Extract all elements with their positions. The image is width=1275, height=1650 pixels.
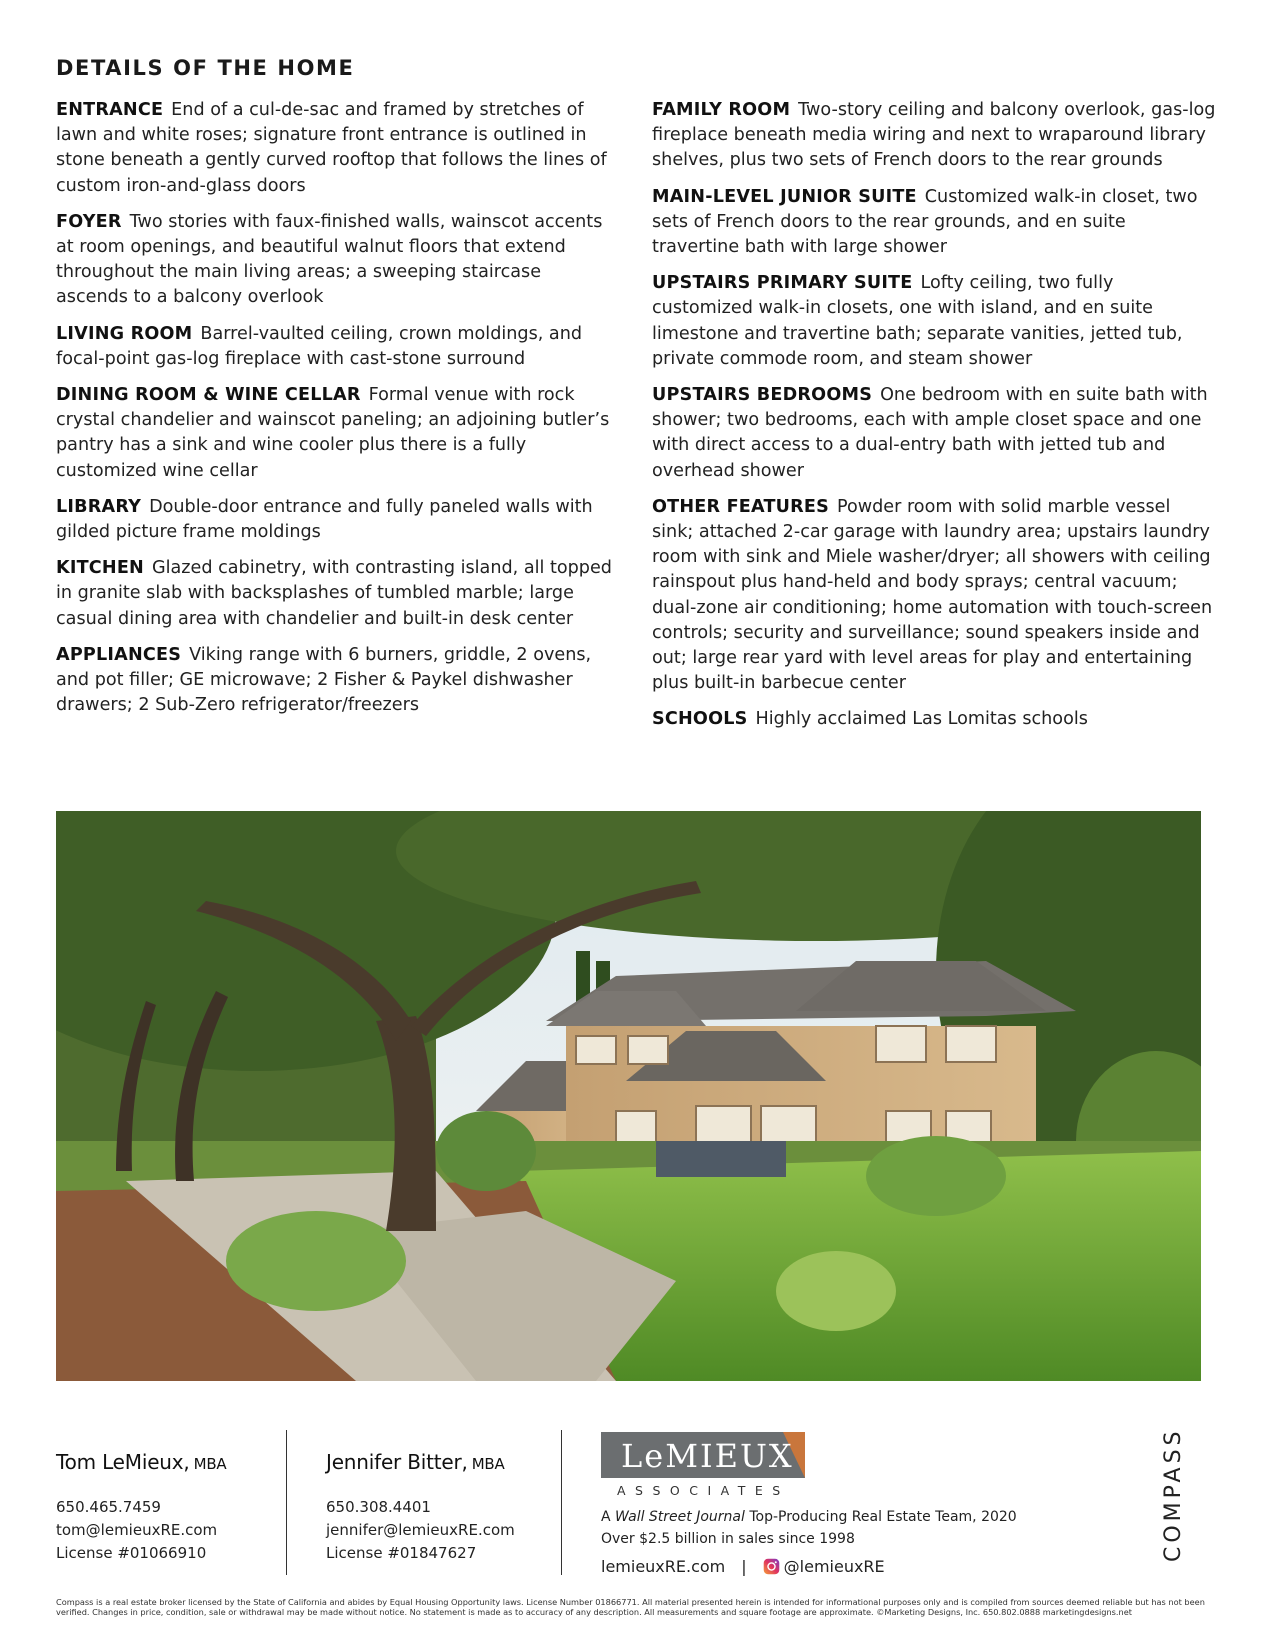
feature-label: MAIN-LEVEL JUNIOR SUITE [652, 186, 917, 207]
feature-foyer [56, 210, 616, 311]
feature-dining-room [56, 383, 616, 484]
agent-license: License #01847627 [326, 1544, 477, 1562]
feature-label: ENTRANCE [56, 100, 164, 120]
feature-text: Two stories with faux-finished walls, wainscot accents at room openings, and beautiful walnut floors that extend throughout the main living areas; a sweeping staircase ascends to a balcony overlook [56, 211, 603, 308]
feature-label: FOYER [56, 211, 122, 232]
feature-label: DINING ROOM & WINE CELLAR [56, 385, 361, 406]
agent-phone[interactable]: 650.308.4401 [326, 1498, 431, 1516]
feature-schools [652, 707, 1217, 732]
agent-name-text: Tom LeMieux, [56, 1450, 190, 1474]
feature-text: Glazed cabinetry, with contrasting island, all topped in granite slab with backsplashes of tumbled marble; large casual dining area with chandelier and built-in desk center [56, 558, 612, 629]
feature-label: APPLIANCES [56, 644, 182, 665]
feature-living-room [56, 322, 616, 372]
feature-text: Highly acclaimed Las Lomitas schools [755, 709, 1088, 730]
feature-text: Viking range with 6 burners, griddle, 2 ovens, and pot filler; GE microwave; 2 Fisher & Paykel dishwasher drawers; 2 Sub-Zero refrigerator/freezers [56, 644, 592, 716]
page-title: DETAILS OF THE HOME [56, 56, 355, 80]
agent-phone[interactable]: 650.465.7459 [56, 1498, 161, 1516]
brand-contact-row [601, 1557, 885, 1576]
feature-text: Customized walk-in closet, two sets of French doors to the rear grounds, and en suite travertine bath with large shower [652, 186, 1198, 258]
agent-credential: MBA [193, 1455, 227, 1473]
agent-email[interactable]: tom@lemieuxRE.com [56, 1521, 218, 1539]
agent-credential: MBA [471, 1455, 505, 1473]
agent-license: License #01066910 [56, 1544, 207, 1562]
feature-bedrooms [652, 383, 1217, 484]
feature-text: One bedroom with en suite bath with shower; two bedrooms, each with ample closet space and one with direct access to a dual-entry bath with jetted tub and overhead shower [652, 385, 1208, 481]
separator: | [741, 1557, 747, 1576]
feature-label: KITCHEN [56, 558, 144, 579]
feature-label: OTHER FEATURES [652, 496, 829, 517]
website-link[interactable]: lemieuxRE.com [601, 1557, 726, 1576]
features-right-column [652, 98, 1217, 744]
feature-kitchen [56, 556, 616, 632]
agent-name [56, 1450, 226, 1474]
feature-text: Two-story ceiling and balcony overlook, gas-log fireplace beneath media wiring and next to wraparound library shelves, plus two sets of French doors to the rear grounds [652, 100, 1216, 171]
feature-label: FAMILY ROOM [652, 100, 791, 120]
feature-appliances [56, 643, 616, 719]
feature-label: LIVING ROOM [56, 323, 193, 344]
feature-text: Double-door entrance and fully paneled walls with gilded picture frame moldings [56, 496, 593, 543]
feature-text: Barrel-vaulted ceiling, crown moldings, and focal-point gas-log fireplace with cast-stone surround [56, 323, 583, 369]
tagline [601, 1509, 1017, 1525]
agent-name [326, 1450, 515, 1474]
feature-label: UPSTAIRS BEDROOMS [652, 385, 873, 406]
feature-primary-suite [652, 271, 1217, 372]
instagram-handle[interactable]: @lemieuxRE [783, 1557, 885, 1576]
agent-jennifer [326, 1450, 515, 1565]
tagline-sales: Over $2.5 billion in sales since 1998 [601, 1531, 855, 1547]
feature-other [652, 495, 1217, 697]
tagline-suffix: Top-Producing Real Estate Team, 2020 [744, 1509, 1017, 1525]
logo-text: LeMIEUX [621, 1437, 794, 1475]
property-photo [56, 811, 1201, 1381]
compass-logo: COMPASS [1161, 1427, 1186, 1562]
feature-text: Formal venue with rock crystal chandelier and wainscot paneling; an adjoining butler’s pantry has a sink and wine cooler plus there is a fully customized wine cellar [56, 385, 610, 481]
divider [561, 1430, 562, 1575]
feature-label: SCHOOLS [652, 709, 748, 730]
feature-entrance [56, 98, 616, 199]
tagline-publication: Wall Street Journal [615, 1509, 745, 1525]
lemieux-logo [601, 1432, 805, 1478]
agent-name-text: Jennifer Bitter, [326, 1450, 468, 1474]
feature-label: UPSTAIRS PRIMARY SUITE [652, 273, 913, 294]
tagline-prefix: A [601, 1509, 616, 1525]
logo-subtitle: ASSOCIATES [617, 1483, 790, 1498]
feature-library [56, 495, 616, 545]
divider [286, 1430, 287, 1575]
features-left-column [56, 98, 616, 729]
feature-text: Lofty ceiling, two fully customized walk-in closets, one with island, and en suite limestone and travertine bath; separate vanities, jetted tub, private commode room, and steam shower [652, 273, 1183, 369]
legal-disclaimer: Compass is a real estate broker licensed by the State of California and abides by Equal Housing Opportunity laws. License Number 01866771. All material presented herein is intended for informational purposes only and is compiled from sources deemed reliable but has not been verified. Changes in price, condition, sale or withdrawal may be made without notice. No statement is made as to accuracy of any description. All measurements and square footage are approximate. ©Marketing Designs, Inc. 650.802.0888 marketingdesigns.net [56, 1597, 1205, 1617]
instagram-icon [763, 1558, 780, 1575]
feature-junior-suite [652, 185, 1217, 261]
feature-family-room [652, 98, 1217, 174]
agent-tom [56, 1450, 226, 1565]
agent-email[interactable]: jennifer@lemieuxRE.com [326, 1521, 515, 1539]
feature-label: LIBRARY [56, 496, 142, 517]
feature-text: Powder room with solid marble vessel sink; attached 2-car garage with laundry area; upstairs laundry room with sink and Miele washer/dryer; all showers with ceiling rainspout plus hand-held and body sprays; central vacuum; dual-zone air conditioning; home automation with touch-screen controls; security and surveillance; sound speakers inside and out; large rear yard with level areas for play and entertaining plus built-in barbecue center [652, 496, 1213, 694]
feature-text: End of a cul-de-sac and framed by stretches of lawn and white roses; signature front entrance is outlined in stone beneath a gently curved rooftop that follows the lines of custom iron-and-glass doors [56, 100, 607, 196]
